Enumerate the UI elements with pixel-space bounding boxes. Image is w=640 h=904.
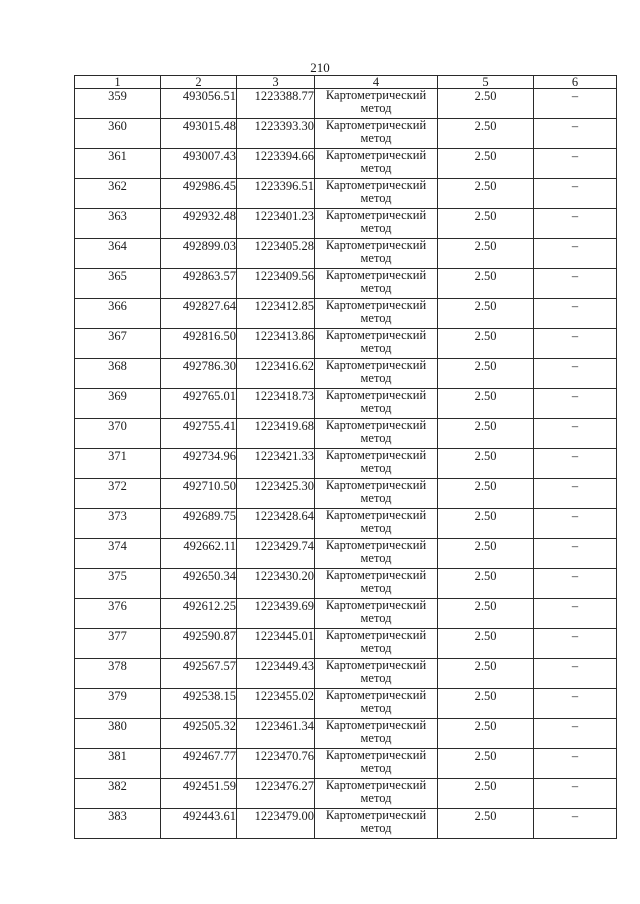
x-coordinate-cell: 492689.75 bbox=[161, 509, 237, 539]
x-coordinate-cell: 493015.48 bbox=[161, 119, 237, 149]
accuracy-cell: 2.50 bbox=[438, 659, 534, 689]
table-row bbox=[75, 299, 617, 329]
note-cell: – bbox=[534, 809, 617, 839]
method-cell: Картометрический метод bbox=[315, 749, 438, 779]
accuracy-cell: 2.50 bbox=[438, 779, 534, 809]
note-cell: – bbox=[534, 509, 617, 539]
header-col-6: 6 bbox=[534, 76, 617, 89]
y-coordinate-cell: 1223439.69 bbox=[237, 599, 315, 629]
accuracy-cell: 2.50 bbox=[438, 269, 534, 299]
x-coordinate-cell: 492650.34 bbox=[161, 569, 237, 599]
note-cell: – bbox=[534, 149, 617, 179]
method-cell: Картометрический метод bbox=[315, 149, 438, 179]
y-coordinate-cell: 1223396.51 bbox=[237, 179, 315, 209]
point-number-cell: 380 bbox=[75, 719, 161, 749]
y-coordinate-cell: 1223409.56 bbox=[237, 269, 315, 299]
method-cell: Картометрический метод bbox=[315, 179, 438, 209]
point-number-cell: 376 bbox=[75, 599, 161, 629]
header-col-3: 3 bbox=[237, 76, 315, 89]
accuracy-cell: 2.50 bbox=[438, 359, 534, 389]
x-coordinate-cell: 492734.96 bbox=[161, 449, 237, 479]
accuracy-cell: 2.50 bbox=[438, 239, 534, 269]
point-number-cell: 373 bbox=[75, 509, 161, 539]
y-coordinate-cell: 1223418.73 bbox=[237, 389, 315, 419]
note-cell: – bbox=[534, 299, 617, 329]
y-coordinate-cell: 1223401.23 bbox=[237, 209, 315, 239]
table-body bbox=[75, 89, 617, 839]
note-cell: – bbox=[534, 359, 617, 389]
note-cell: – bbox=[534, 209, 617, 239]
note-cell: – bbox=[534, 389, 617, 419]
table-row bbox=[75, 359, 617, 389]
table-row bbox=[75, 749, 617, 779]
table-row bbox=[75, 119, 617, 149]
table-row bbox=[75, 569, 617, 599]
x-coordinate-cell: 492932.48 bbox=[161, 209, 237, 239]
table-row bbox=[75, 659, 617, 689]
y-coordinate-cell: 1223405.28 bbox=[237, 239, 315, 269]
x-coordinate-cell: 492467.77 bbox=[161, 749, 237, 779]
x-coordinate-cell: 492443.61 bbox=[161, 809, 237, 839]
point-number-cell: 378 bbox=[75, 659, 161, 689]
point-number-cell: 361 bbox=[75, 149, 161, 179]
method-cell: Картометрический метод bbox=[315, 239, 438, 269]
table-row bbox=[75, 89, 617, 119]
point-number-cell: 368 bbox=[75, 359, 161, 389]
table-row bbox=[75, 179, 617, 209]
method-cell: Картометрический метод bbox=[315, 209, 438, 239]
header-col-4: 4 bbox=[315, 76, 438, 89]
x-coordinate-cell: 493007.43 bbox=[161, 149, 237, 179]
table-row bbox=[75, 269, 617, 299]
x-coordinate-cell: 492816.50 bbox=[161, 329, 237, 359]
x-coordinate-cell: 492986.45 bbox=[161, 179, 237, 209]
point-number-cell: 363 bbox=[75, 209, 161, 239]
accuracy-cell: 2.50 bbox=[438, 629, 534, 659]
table-row bbox=[75, 419, 617, 449]
accuracy-cell: 2.50 bbox=[438, 569, 534, 599]
accuracy-cell: 2.50 bbox=[438, 149, 534, 179]
note-cell: – bbox=[534, 629, 617, 659]
point-number-cell: 359 bbox=[75, 89, 161, 119]
method-cell: Картометрический метод bbox=[315, 329, 438, 359]
accuracy-cell: 2.50 bbox=[438, 179, 534, 209]
y-coordinate-cell: 1223413.86 bbox=[237, 329, 315, 359]
x-coordinate-cell: 492863.57 bbox=[161, 269, 237, 299]
header-col-2: 2 bbox=[161, 76, 237, 89]
method-cell: Картометрический метод bbox=[315, 299, 438, 329]
note-cell: – bbox=[534, 449, 617, 479]
x-coordinate-cell: 492710.50 bbox=[161, 479, 237, 509]
accuracy-cell: 2.50 bbox=[438, 539, 534, 569]
table-row bbox=[75, 539, 617, 569]
table-row bbox=[75, 449, 617, 479]
note-cell: – bbox=[534, 269, 617, 299]
method-cell: Картометрический метод bbox=[315, 809, 438, 839]
x-coordinate-cell: 492505.32 bbox=[161, 719, 237, 749]
y-coordinate-cell: 1223416.62 bbox=[237, 359, 315, 389]
accuracy-cell: 2.50 bbox=[438, 329, 534, 359]
point-number-cell: 366 bbox=[75, 299, 161, 329]
method-cell: Картометрический метод bbox=[315, 119, 438, 149]
accuracy-cell: 2.50 bbox=[438, 299, 534, 329]
accuracy-cell: 2.50 bbox=[438, 419, 534, 449]
y-coordinate-cell: 1223430.20 bbox=[237, 569, 315, 599]
point-number-cell: 370 bbox=[75, 419, 161, 449]
table-row bbox=[75, 629, 617, 659]
x-coordinate-cell: 492755.41 bbox=[161, 419, 237, 449]
table-row bbox=[75, 599, 617, 629]
method-cell: Картометрический метод bbox=[315, 659, 438, 689]
point-number-cell: 360 bbox=[75, 119, 161, 149]
table-row bbox=[75, 809, 617, 839]
y-coordinate-cell: 1223429.74 bbox=[237, 539, 315, 569]
table-row bbox=[75, 509, 617, 539]
note-cell: – bbox=[534, 689, 617, 719]
note-cell: – bbox=[534, 479, 617, 509]
point-number-cell: 371 bbox=[75, 449, 161, 479]
method-cell: Картометрический метод bbox=[315, 479, 438, 509]
note-cell: – bbox=[534, 749, 617, 779]
accuracy-cell: 2.50 bbox=[438, 599, 534, 629]
y-coordinate-cell: 1223394.66 bbox=[237, 149, 315, 179]
x-coordinate-cell: 492538.15 bbox=[161, 689, 237, 719]
x-coordinate-cell: 492786.30 bbox=[161, 359, 237, 389]
coordinates-table bbox=[74, 75, 617, 839]
x-coordinate-cell: 492451.59 bbox=[161, 779, 237, 809]
y-coordinate-cell: 1223461.34 bbox=[237, 719, 315, 749]
accuracy-cell: 2.50 bbox=[438, 509, 534, 539]
point-number-cell: 374 bbox=[75, 539, 161, 569]
header-col-1: 1 bbox=[75, 76, 161, 89]
point-number-cell: 367 bbox=[75, 329, 161, 359]
point-number-cell: 365 bbox=[75, 269, 161, 299]
x-coordinate-cell: 492567.57 bbox=[161, 659, 237, 689]
accuracy-cell: 2.50 bbox=[438, 749, 534, 779]
y-coordinate-cell: 1223445.01 bbox=[237, 629, 315, 659]
note-cell: – bbox=[534, 599, 617, 629]
y-coordinate-cell: 1223419.68 bbox=[237, 419, 315, 449]
point-number-cell: 383 bbox=[75, 809, 161, 839]
method-cell: Картометрический метод bbox=[315, 719, 438, 749]
method-cell: Картометрический метод bbox=[315, 89, 438, 119]
note-cell: – bbox=[534, 89, 617, 119]
note-cell: – bbox=[534, 239, 617, 269]
method-cell: Картометрический метод bbox=[315, 269, 438, 299]
method-cell: Картометрический метод bbox=[315, 359, 438, 389]
method-cell: Картометрический метод bbox=[315, 689, 438, 719]
note-cell: – bbox=[534, 569, 617, 599]
note-cell: – bbox=[534, 719, 617, 749]
method-cell: Картометрический метод bbox=[315, 419, 438, 449]
y-coordinate-cell: 1223479.00 bbox=[237, 809, 315, 839]
method-cell: Картометрический метод bbox=[315, 779, 438, 809]
x-coordinate-cell: 492899.03 bbox=[161, 239, 237, 269]
accuracy-cell: 2.50 bbox=[438, 119, 534, 149]
y-coordinate-cell: 1223412.85 bbox=[237, 299, 315, 329]
accuracy-cell: 2.50 bbox=[438, 209, 534, 239]
note-cell: – bbox=[534, 329, 617, 359]
table-header-row bbox=[75, 76, 617, 89]
accuracy-cell: 2.50 bbox=[438, 719, 534, 749]
table-row bbox=[75, 239, 617, 269]
header-col-5: 5 bbox=[438, 76, 534, 89]
x-coordinate-cell: 492827.64 bbox=[161, 299, 237, 329]
point-number-cell: 377 bbox=[75, 629, 161, 659]
table-row bbox=[75, 149, 617, 179]
note-cell: – bbox=[534, 119, 617, 149]
method-cell: Картометрический метод bbox=[315, 509, 438, 539]
x-coordinate-cell: 492612.25 bbox=[161, 599, 237, 629]
accuracy-cell: 2.50 bbox=[438, 689, 534, 719]
accuracy-cell: 2.50 bbox=[438, 809, 534, 839]
note-cell: – bbox=[534, 179, 617, 209]
point-number-cell: 364 bbox=[75, 239, 161, 269]
y-coordinate-cell: 1223428.64 bbox=[237, 509, 315, 539]
method-cell: Картометрический метод bbox=[315, 539, 438, 569]
accuracy-cell: 2.50 bbox=[438, 449, 534, 479]
y-coordinate-cell: 1223388.77 bbox=[237, 89, 315, 119]
table-row bbox=[75, 479, 617, 509]
note-cell: – bbox=[534, 659, 617, 689]
x-coordinate-cell: 493056.51 bbox=[161, 89, 237, 119]
point-number-cell: 382 bbox=[75, 779, 161, 809]
y-coordinate-cell: 1223449.43 bbox=[237, 659, 315, 689]
method-cell: Картометрический метод bbox=[315, 389, 438, 419]
accuracy-cell: 2.50 bbox=[438, 389, 534, 419]
y-coordinate-cell: 1223421.33 bbox=[237, 449, 315, 479]
method-cell: Картометрический метод bbox=[315, 569, 438, 599]
y-coordinate-cell: 1223425.30 bbox=[237, 479, 315, 509]
y-coordinate-cell: 1223393.30 bbox=[237, 119, 315, 149]
table-row bbox=[75, 389, 617, 419]
note-cell: – bbox=[534, 779, 617, 809]
accuracy-cell: 2.50 bbox=[438, 479, 534, 509]
point-number-cell: 372 bbox=[75, 479, 161, 509]
table-row bbox=[75, 689, 617, 719]
y-coordinate-cell: 1223476.27 bbox=[237, 779, 315, 809]
point-number-cell: 362 bbox=[75, 179, 161, 209]
point-number-cell: 375 bbox=[75, 569, 161, 599]
y-coordinate-cell: 1223455.02 bbox=[237, 689, 315, 719]
method-cell: Картометрический метод bbox=[315, 449, 438, 479]
y-coordinate-cell: 1223470.76 bbox=[237, 749, 315, 779]
table-row bbox=[75, 779, 617, 809]
point-number-cell: 381 bbox=[75, 749, 161, 779]
x-coordinate-cell: 492662.11 bbox=[161, 539, 237, 569]
x-coordinate-cell: 492590.87 bbox=[161, 629, 237, 659]
table-row bbox=[75, 719, 617, 749]
method-cell: Картометрический метод bbox=[315, 629, 438, 659]
accuracy-cell: 2.50 bbox=[438, 89, 534, 119]
table-row bbox=[75, 329, 617, 359]
method-cell: Картометрический метод bbox=[315, 599, 438, 629]
page-number: 210 bbox=[310, 60, 330, 75]
point-number-cell: 369 bbox=[75, 389, 161, 419]
table-row bbox=[75, 209, 617, 239]
x-coordinate-cell: 492765.01 bbox=[161, 389, 237, 419]
note-cell: – bbox=[534, 419, 617, 449]
point-number-cell: 379 bbox=[75, 689, 161, 719]
note-cell: – bbox=[534, 539, 617, 569]
